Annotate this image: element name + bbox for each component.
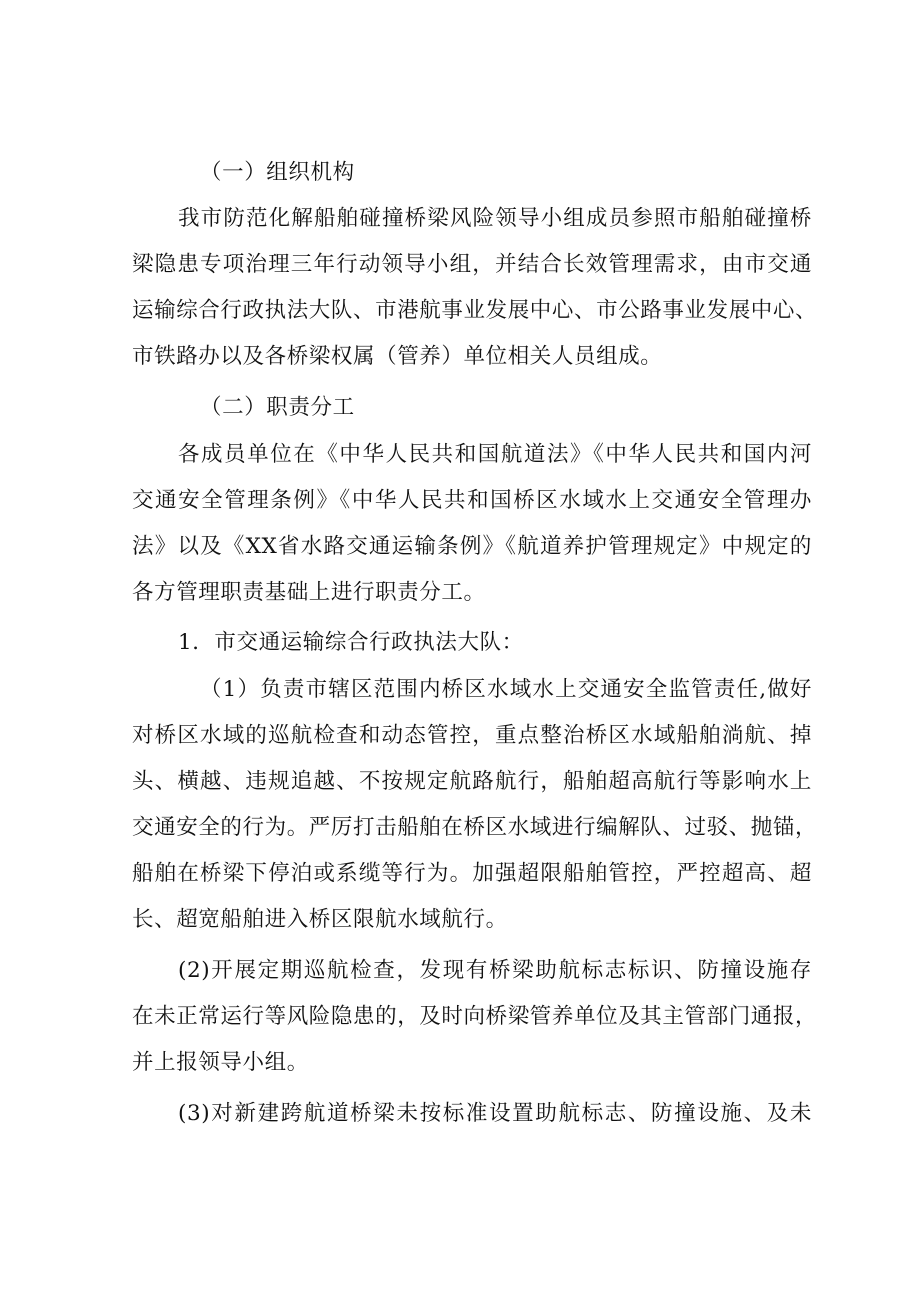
paragraph-line: 各成员单位在《中华人民共和国航道法》《中华人民共和国内河 bbox=[178, 442, 812, 467]
paragraph-line: 梁隐患专项治理三年行动领导小组，并结合长效管理需求，由市交通 bbox=[132, 252, 812, 277]
section-heading-responsibilities: （二）职责分工 bbox=[200, 395, 355, 420]
paragraph-line: (2)开展定期巡航检查，发现有桥梁助航标志标识、防撞设施存 bbox=[178, 958, 812, 983]
paragraph-line: 船舶在桥梁下停泊或系缆等行为。加强超限船舶管控，严控超高、超 bbox=[132, 861, 812, 886]
paragraph-line: 法》以及《XX省水路交通运输条例》《航道养护管理规定》中规定的 bbox=[132, 534, 812, 559]
paragraph-line: 交通安全的行为。严厉打击船舶在桥区水域进行编解队、过驳、抛锚， bbox=[132, 815, 818, 840]
paragraph-line: （1）负责市辖区范围内桥区水域水上交通安全监管责任,做好 bbox=[200, 677, 812, 702]
paragraph-line: (3)对新建跨航道桥梁未按标准设置助航标志、防撞设施、及未 bbox=[178, 1101, 812, 1126]
paragraph-line: 并上报领导小组。 bbox=[132, 1050, 309, 1075]
paragraph-line: 头、横越、违规追越、不按规定航路航行，船舶超高航行等影响水上 bbox=[132, 769, 812, 794]
item-heading-enforcement-brigade: 1．市交通运输综合行政执法大队： bbox=[178, 630, 524, 655]
paragraph-line: 对桥区水域的巡航检查和动态管控，重点整治桥区水域船舶淌航、掉 bbox=[132, 723, 812, 748]
paragraph-line: 运输综合行政执法大队、市港航事业发展中心、市公路事业发展中心、 bbox=[132, 298, 818, 323]
paragraph-line: 长、超宽船舶进入桥区限航水域航行。 bbox=[132, 907, 508, 932]
paragraph-line: 在未正常运行等风险隐患的，及时向桥梁管养单位及其主管部门通报， bbox=[132, 1004, 818, 1029]
paragraph-line: 各方管理职责基础上进行职责分工。 bbox=[132, 580, 486, 605]
paragraph-line: 市铁路办以及各桥梁权属（管养）单位相关人员组成。 bbox=[132, 344, 663, 369]
section-heading-organization: （一）组织机构 bbox=[200, 160, 355, 185]
paragraph-line: 我市防范化解船舶碰撞桥梁风险领导小组成员参照市船舶碰撞桥 bbox=[178, 206, 812, 231]
paragraph-line: 交通安全管理条例》《中华人民共和国桥区水域水上交通安全管理办 bbox=[132, 488, 812, 513]
